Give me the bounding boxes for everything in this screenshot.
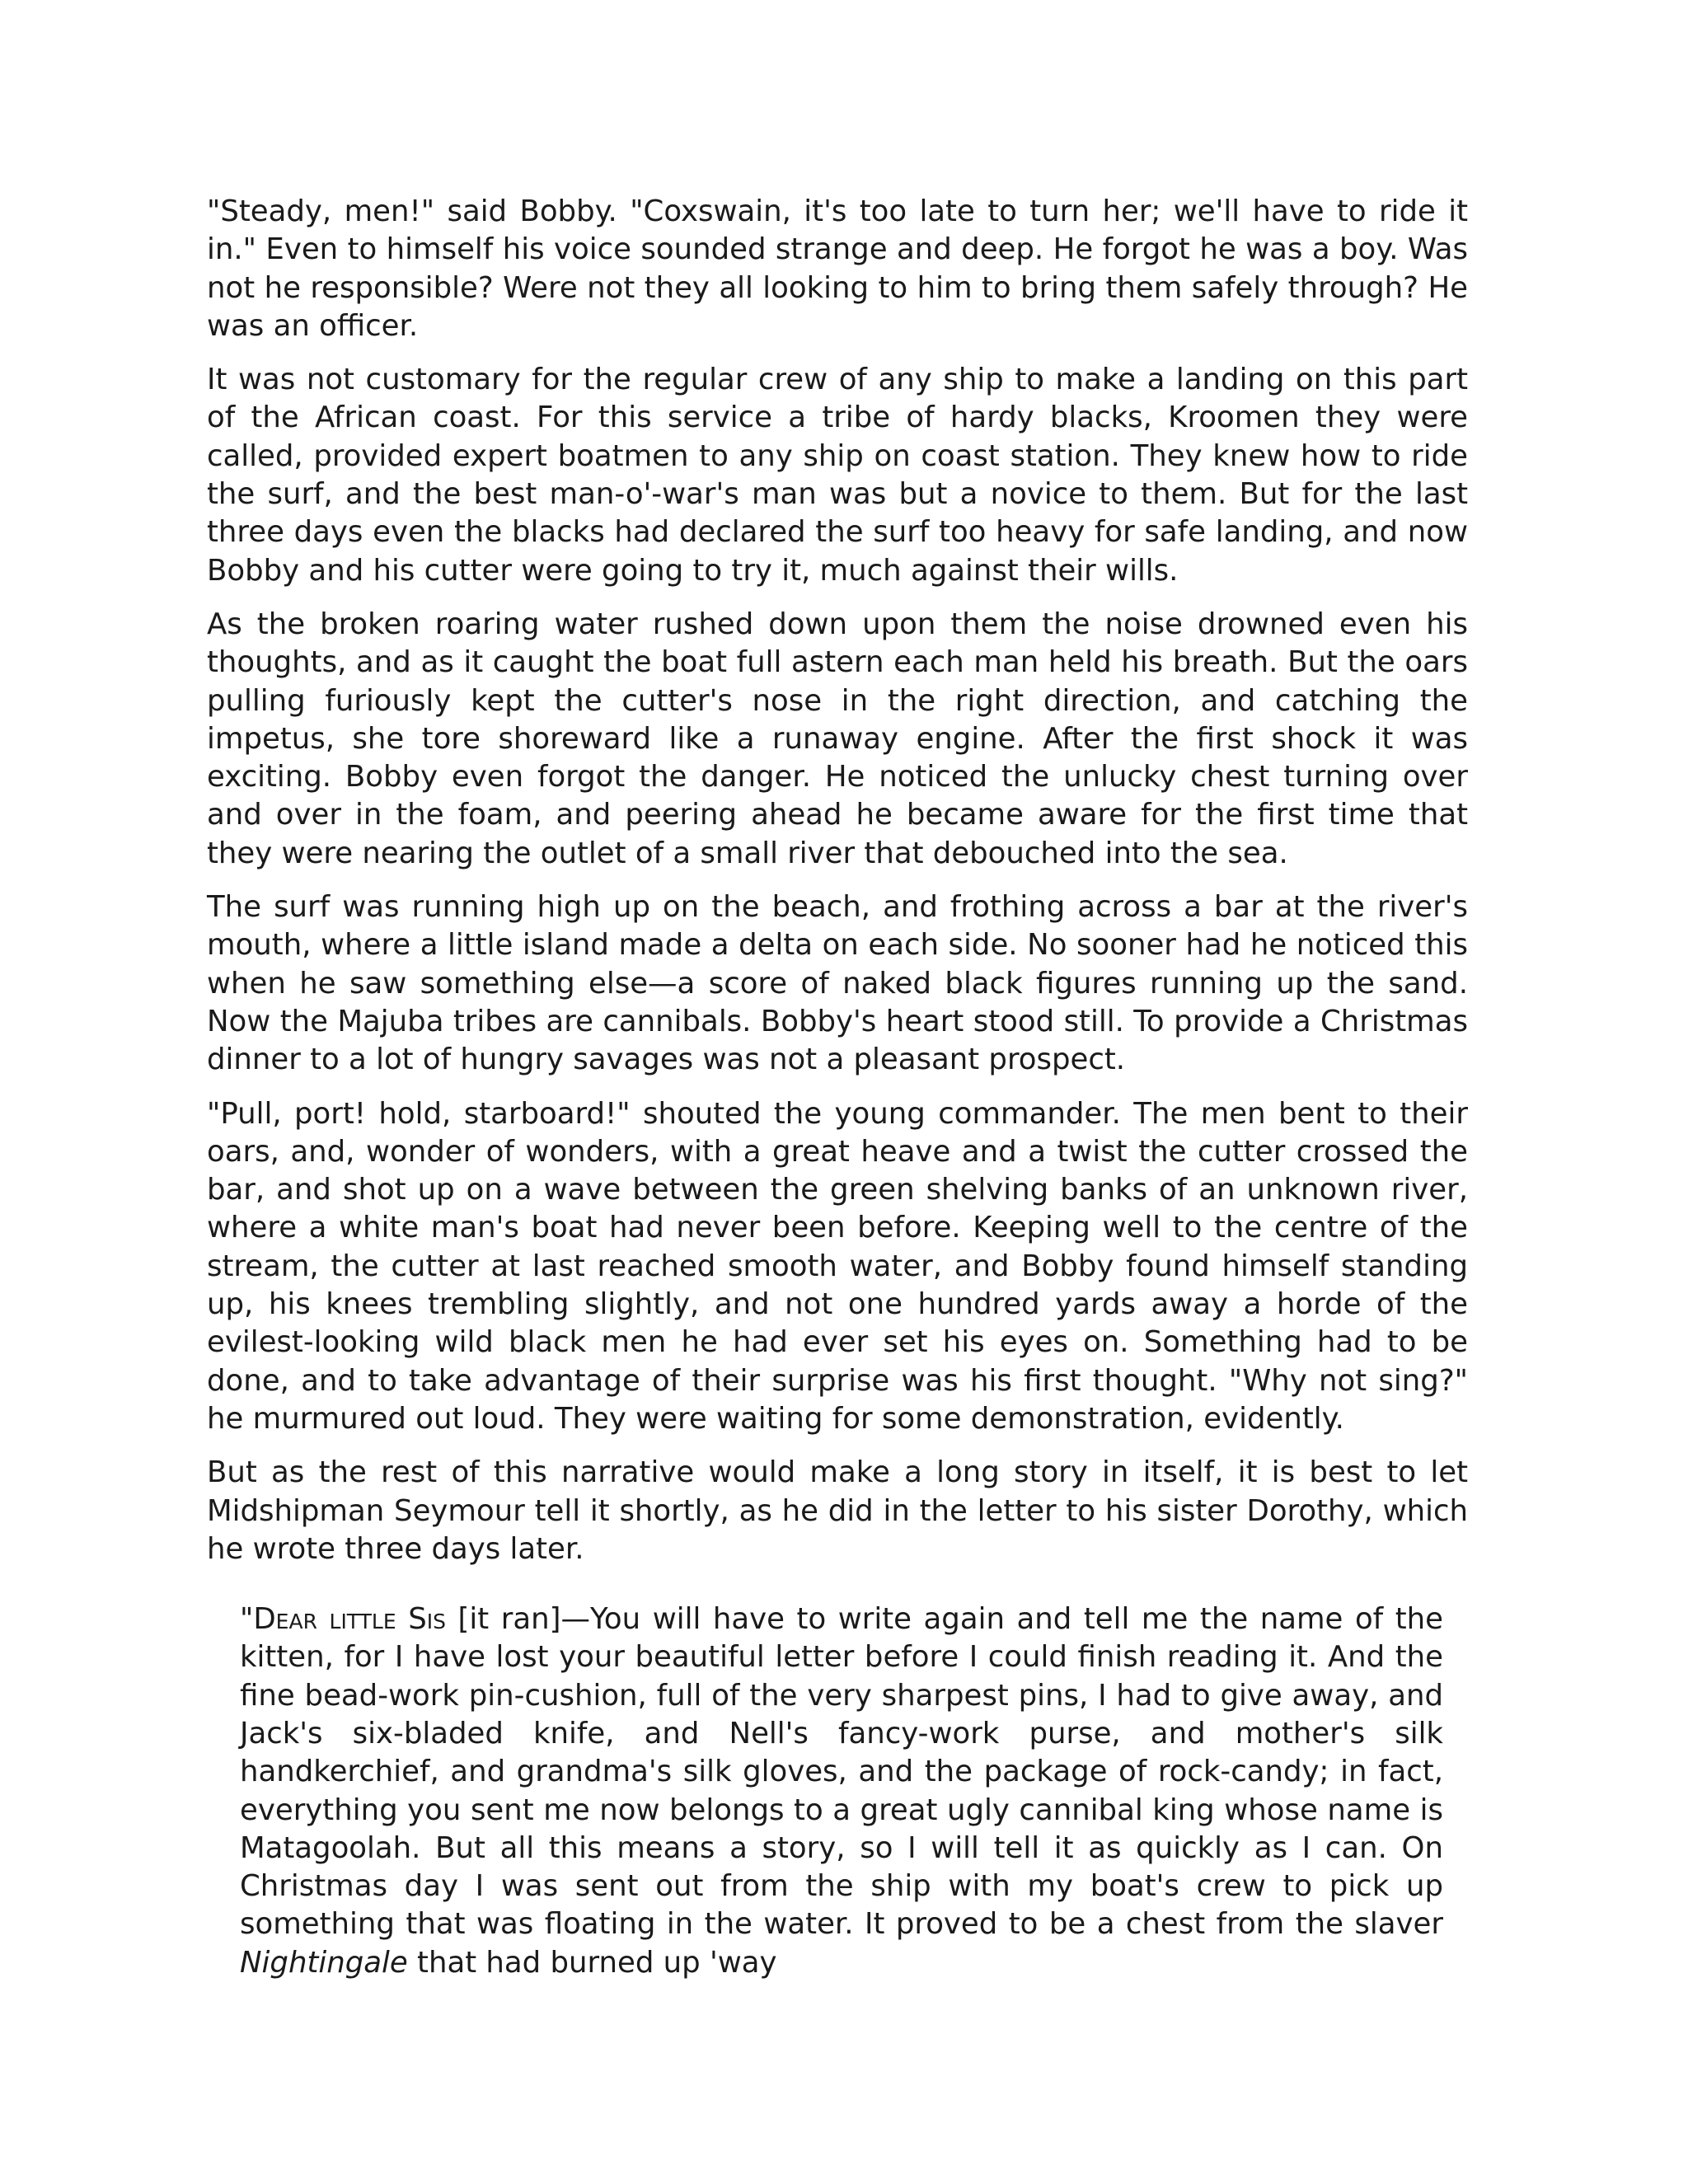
story-text (207, 193, 1468, 1982)
paragraph: It was not customary for the regular crew of any ship to make a landing on this part of the African coast. For this service a tribe of hardy blacks, Kroomen they were called, provided expert boatmen to any ship on coast station. They knew how to ride the surf, and the best man-o'-war's man was but a novice to them. But for the last three days even the blacks had declared the surf too heavy for safe landing, and now Bobby and his cutter were going to try it, much against their wills. (207, 363, 1468, 588)
letter-salutation: Dear little Sis (253, 1602, 446, 1637)
letter-block (207, 1601, 1468, 1982)
letter-paragraph (240, 1601, 1443, 1982)
paragraph: "Pull, port! hold, starboard!" shouted the young commander. The men bent to their oars, and, wonder of wonders, with a great heave and a twist the cutter crossed the bar, and shot up on a wave between the green shelving banks of an unknown river, where a white man's boat had never been before. Keeping well to the centre of the stream, the cutter at last reached smooth water, and Bobby found himself standing up, his knees trembling slightly, and not one hundred yards away a horde of the evilest-looking wild black men he had ever set his eyes on. Something had to be done, and to take advantage of their surprise was his first thought. "Why not sing?" he murmured out loud. They were waiting for some demonstration, evidently. (207, 1096, 1468, 1436)
paragraph: But as the rest of this narrative would make a long story in itself, it is best to let Midshipman Seymour tell it shortly, as he did in the letter to his sister Dorothy, which he wrote three days later. (207, 1455, 1468, 1566)
letter-body-continued: that had burned up 'way (407, 1945, 777, 1980)
paragraph: As the broken roaring water rushed down upon them the noise drowned even his thoughts, and as it caught the boat full astern each man held his breath. But the oars pulling furiously kept the cutter's nose in the right direction, and catching the impetus, she tore shoreward like a runaway engine. After the first shock it was exciting. Bobby even forgot the danger. He noticed the unlucky chest turning over and over in the foam, and peering ahead he became aware for the first time that they were nearing the outlet of a small river that debouched into the sea. (207, 607, 1468, 870)
letter-open-quote: " (240, 1602, 254, 1637)
letter-body: [it ran]—You will have to write again and tell me the name of the kitten, for I have lost your beautiful letter before I could finish reading it. And the fine bead-work pin-cushion, full of the very sharpest pins, I had to give away, and Jack's six-bladed knife, and Nell's fancy-work purse, and mother's silk handkerchief, and grandma's silk gloves, and the package of rock-candy; in fact, everything you sent me now belongs to a great ugly cannibal king whose name is Matagoolah. But all this means a story, so I will tell it as quickly as I can. On Christmas day I was sent out from the ship with my boat's crew to pick up something that was floating in the water. It proved to be a chest from the slaver (240, 1602, 1444, 1942)
ship-name: Nightingale (240, 1945, 408, 1980)
paragraph: "Steady, men!" said Bobby. "Coxswain, it's too late to turn her; we'll have to ride it in." Even to himself his voice sounded strange and deep. He forgot he was a boy. Was not he responsible? Were not they all looking to him to bring them safely through? He was an officer. (207, 194, 1468, 343)
paragraph: The surf was running high up on the beach, and frothing across a bar at the river's mouth, where a little island made a delta on each side. No sooner had he noticed this when he saw something else—a score of naked black figures running up the sand. Now the Majuba tribes are cannibals. Bobby's heart stood still. To provide a Christmas dinner to a lot of hungry savages was not a pleasant prospect. (207, 890, 1468, 1077)
